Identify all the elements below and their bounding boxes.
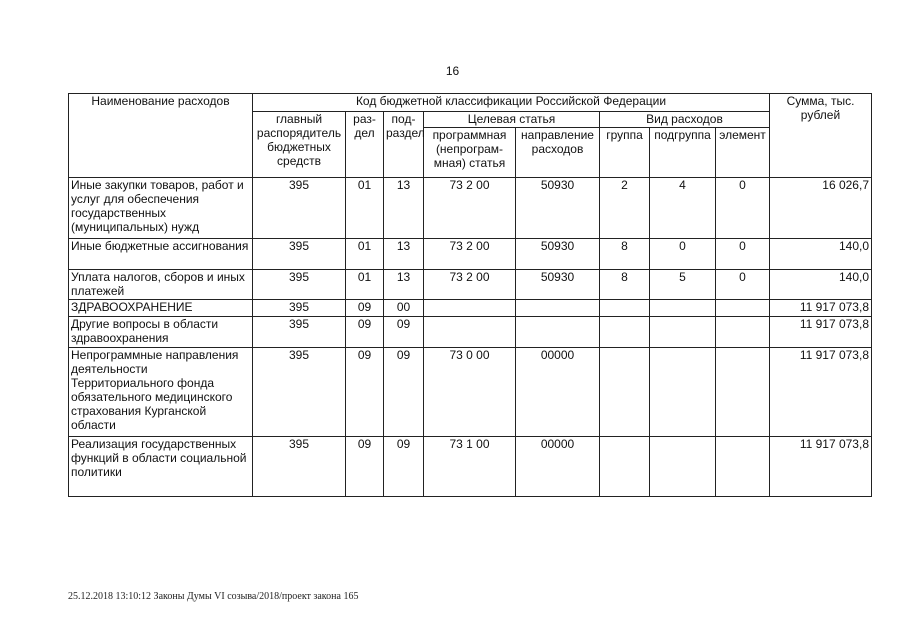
table-row: [69, 348, 872, 437]
row-name: ЗДРАВООХРАНЕНИЕ: [69, 300, 253, 317]
table-row: [69, 300, 872, 317]
row-direction: [516, 317, 600, 348]
row-direction: 50930: [516, 239, 600, 270]
row-section: 09: [346, 317, 384, 348]
row-main: 395: [253, 270, 346, 300]
header-sum: Сумма, тыс. рублей: [770, 94, 872, 178]
row-group: [600, 300, 650, 317]
table-row: [69, 239, 872, 270]
row-subsection: 09: [384, 317, 424, 348]
row-program: 73 2 00: [424, 270, 516, 300]
row-sum: 140,0: [770, 239, 872, 270]
table-row: [69, 178, 872, 239]
row-program: 73 2 00: [424, 178, 516, 239]
row-sum: 11 917 073,8: [770, 300, 872, 317]
row-main: 395: [253, 178, 346, 239]
row-name: Реализация государственных функций в области социальной политики: [69, 437, 253, 497]
row-subgroup: [650, 300, 716, 317]
row-element: 0: [716, 239, 770, 270]
table-body: [69, 178, 872, 497]
row-main: 395: [253, 437, 346, 497]
header-name: Наименование расходов: [69, 94, 253, 178]
row-direction: 50930: [516, 178, 600, 239]
row-name: Иные бюджетные ассигнования: [69, 239, 253, 270]
row-program: 73 2 00: [424, 239, 516, 270]
row-program: [424, 300, 516, 317]
row-direction: 00000: [516, 437, 600, 497]
row-group: [600, 348, 650, 437]
row-direction: 00000: [516, 348, 600, 437]
budget-table: [68, 93, 872, 497]
row-element: [716, 300, 770, 317]
header-group: группа: [600, 128, 650, 178]
row-group: 8: [600, 270, 650, 300]
row-name: Непрограммные направления деятельности Территориального фонда обязательного медицинского страхования Курганской области: [69, 348, 253, 437]
row-subgroup: 0: [650, 239, 716, 270]
header-direction: направление расходов: [516, 128, 600, 178]
row-subsection: 09: [384, 348, 424, 437]
row-section: 01: [346, 270, 384, 300]
row-section: 09: [346, 348, 384, 437]
row-main: 395: [253, 300, 346, 317]
row-element: 0: [716, 178, 770, 239]
header-section: раз-дел: [346, 112, 384, 178]
row-section: 01: [346, 178, 384, 239]
row-sum: 11 917 073,8: [770, 348, 872, 437]
row-subsection: 13: [384, 178, 424, 239]
row-element: [716, 348, 770, 437]
header-element: элемент: [716, 128, 770, 178]
row-sum: 140,0: [770, 270, 872, 300]
table-row: [69, 437, 872, 497]
row-subgroup: [650, 317, 716, 348]
row-subsection: 09: [384, 437, 424, 497]
header-program-article: программная (непрограм-мная) статья: [424, 128, 516, 178]
header-main-manager: главный распорядитель бюджетных средств: [253, 112, 346, 178]
row-direction: [516, 300, 600, 317]
table-row: [69, 270, 872, 300]
row-program: 73 1 00: [424, 437, 516, 497]
row-section: 09: [346, 437, 384, 497]
row-element: 0: [716, 270, 770, 300]
header-subsection: под-раздел: [384, 112, 424, 178]
row-subgroup: 5: [650, 270, 716, 300]
row-subgroup: [650, 348, 716, 437]
row-group: [600, 437, 650, 497]
row-subsection: 00: [384, 300, 424, 317]
row-main: 395: [253, 348, 346, 437]
row-main: 395: [253, 317, 346, 348]
row-direction: 50930: [516, 270, 600, 300]
row-subgroup: 4: [650, 178, 716, 239]
header-expense-type: Вид расходов: [600, 112, 770, 128]
row-section: 01: [346, 239, 384, 270]
row-subgroup: [650, 437, 716, 497]
row-section: 09: [346, 300, 384, 317]
row-name: Уплата налогов, сборов и иных платежей: [69, 270, 253, 300]
row-main: 395: [253, 239, 346, 270]
row-group: 8: [600, 239, 650, 270]
row-subsection: 13: [384, 239, 424, 270]
page-number: 16: [445, 64, 460, 78]
table-row: [69, 317, 872, 348]
header-subgroup: подгруппа: [650, 128, 716, 178]
document-footer: 25.12.2018 13:10:12 Законы Думы VI созыва/2018/проект закона 165: [68, 591, 359, 602]
row-sum: 11 917 073,8: [770, 317, 872, 348]
row-name: Другие вопросы в области здравоохранения: [69, 317, 253, 348]
row-element: [716, 437, 770, 497]
row-sum: 16 026,7: [770, 178, 872, 239]
row-name: Иные закупки товаров, работ и услуг для обеспечения государственных (муниципальных) нужд: [69, 178, 253, 239]
row-group: 2: [600, 178, 650, 239]
row-subsection: 13: [384, 270, 424, 300]
row-sum: 11 917 073,8: [770, 437, 872, 497]
row-element: [716, 317, 770, 348]
row-group: [600, 317, 650, 348]
header-code-group: Код бюджетной классификации Российской Федерации: [253, 94, 770, 112]
row-program: 73 0 00: [424, 348, 516, 437]
row-program: [424, 317, 516, 348]
header-target-article: Целевая статья: [424, 112, 600, 128]
